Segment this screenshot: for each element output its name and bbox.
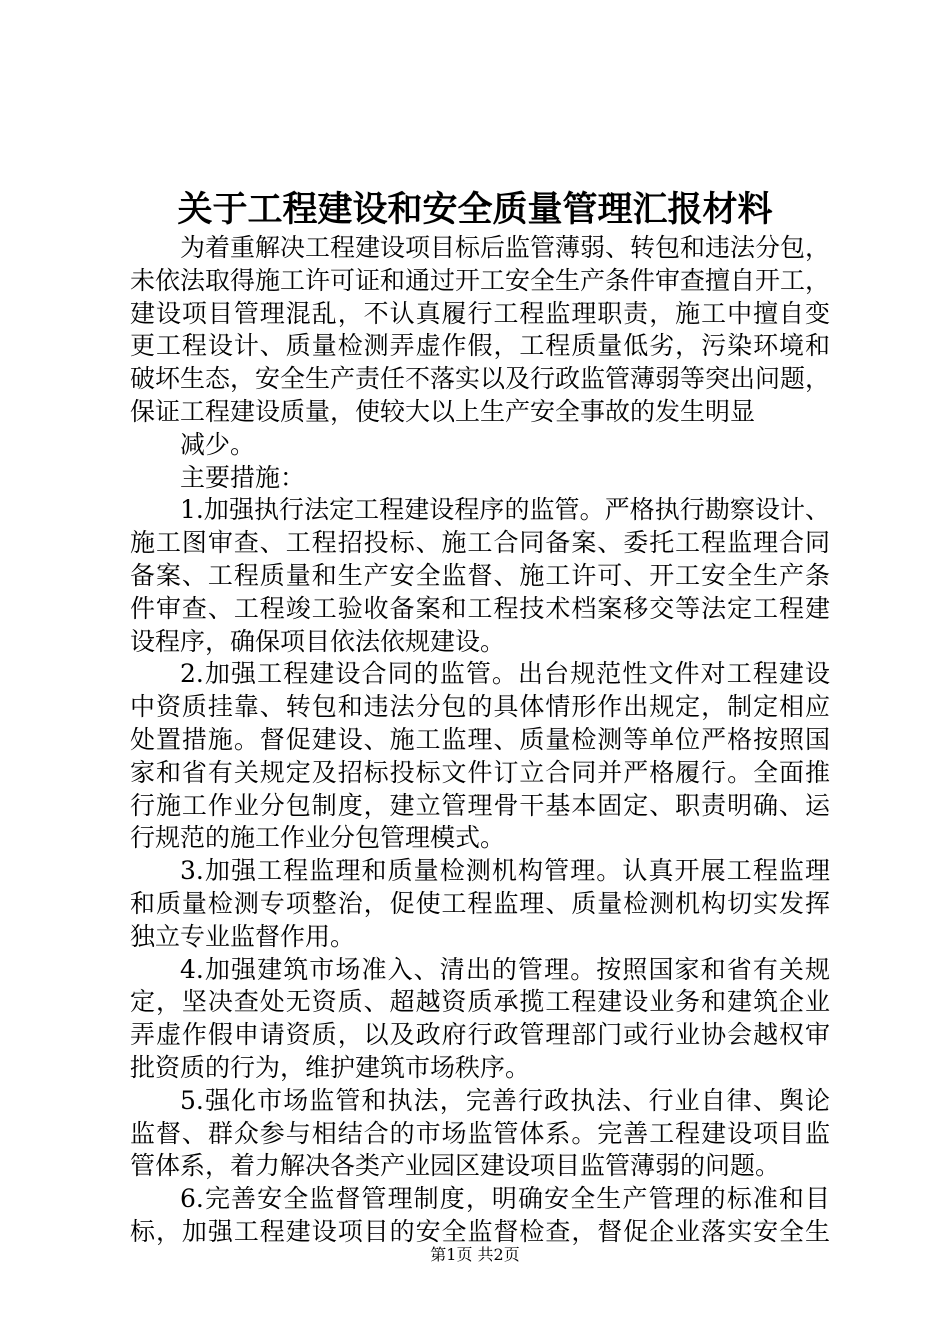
paragraph-line: 4.加强建筑市场准入、清出的管理。按照国家和省有关规 <box>180 954 830 984</box>
paragraph-line: 和质量检测专项整治，促使工程监理、质量检测机构切实发挥 <box>130 888 830 918</box>
paragraph-line: 家和省有关规定及招标投标文件订立合同并严格履行。全面推 <box>130 757 830 787</box>
paragraph-line: 1.加强执行法定工程建设程序的监管。严格执行勘察设计、 <box>180 495 830 525</box>
paragraph-line: 施工图审查、工程招投标、施工合同备案、委托工程监理合同 <box>130 528 830 558</box>
paragraph-line: 3.加强工程监理和质量检测机构管理。认真开展工程监理 <box>180 856 830 886</box>
paragraph-line: 5.强化市场监管和执法，完善行政执法、行业自律、舆论 <box>180 1085 830 1115</box>
paragraph-line: 2.加强工程建设合同的监管。出台规范性文件对工程建设 <box>180 659 830 689</box>
paragraph-line: 处置措施。督促建设、施工监理、质量检测等单位严格按照国 <box>130 724 830 754</box>
paragraph-line: 批资质的行为，维护建筑市场秩序。 <box>130 1052 531 1082</box>
paragraph-line: 备案、工程质量和生产安全监督、施工许可、开工安全生产条 <box>130 560 830 590</box>
paragraph-line: 行施工作业分包制度，建立管理骨干基本固定、职责明确、运 <box>130 790 830 820</box>
paragraph-line: 保证工程建设质量，使较大以上生产安全事故的发生明显 <box>130 396 756 426</box>
paragraph-line: 更工程设计、质量检测弄虚作假，工程质量低劣，污染环境和 <box>130 331 830 361</box>
paragraph-line: 中资质挂靠、转包和违法分包的具体情形作出规定，制定相应 <box>130 692 830 722</box>
paragraph-line: 未依法取得施工许可证和通过开工安全生产条件审查擅自开工， <box>130 265 831 295</box>
paragraph-line: 建设项目管理混乱，不认真履行工程监理职责，施工中擅自变 <box>130 298 830 328</box>
paragraph-line: 减少。 <box>180 429 256 459</box>
paragraph-line: 标，加强工程建设项目的安全监督检查，督促企业落实安全生 <box>130 1216 830 1246</box>
paragraph-line: 弄虚作假申请资质，以及政府行政管理部门或行业协会越权审 <box>130 1020 830 1050</box>
page-footer: 第1页 共2页 <box>430 1245 520 1264</box>
paragraph-line: 监督、群众参与相结合的市场监管体系。完善工程建设项目监 <box>130 1118 830 1148</box>
document-body <box>130 232 830 1249</box>
document-title: 关于工程建设和安全质量管理汇报材料 <box>177 190 773 230</box>
paragraph-line: 件审查、工程竣工验收备案和工程技术档案移交等法定工程建 <box>130 593 830 623</box>
paragraph-line: 定，坚决查处无资质、超越资质承揽工程建设业务和建筑企业 <box>130 987 830 1017</box>
paragraph-line: 为着重解决工程建设项目标后监管薄弱、转包和违法分包， <box>180 233 831 262</box>
paragraph-line: 主要措施： <box>180 462 306 492</box>
paragraph-line: 行规范的施工作业分包管理模式。 <box>130 823 506 853</box>
paragraph-line: 破坏生态，安全生产责任不落实以及行政监管薄弱等突出问题， <box>130 364 831 394</box>
paragraph-line: 独立专业监督作用。 <box>130 921 356 951</box>
paragraph-line: 6.完善安全监督管理制度，明确安全生产管理的标准和目 <box>180 1184 830 1214</box>
paragraph-line: 设程序，确保项目依法依规建设。 <box>130 626 506 656</box>
paragraph-line: 管体系，着力解决各类产业园区建设项目监管薄弱的问题。 <box>130 1151 781 1181</box>
